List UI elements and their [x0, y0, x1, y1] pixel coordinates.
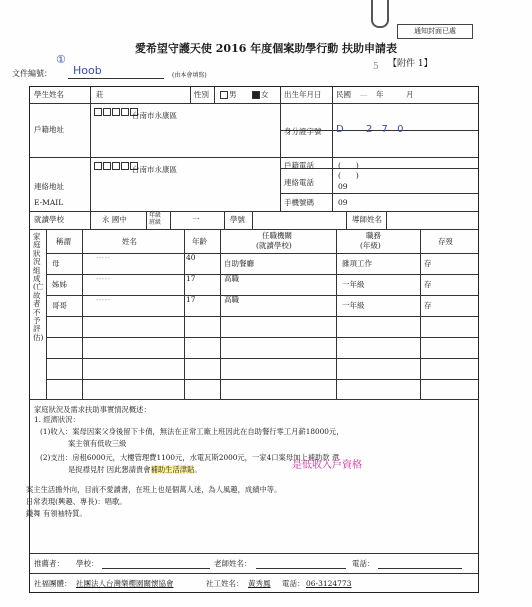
recommender-school-label: 學校：: [76, 559, 99, 568]
narrative-expense-cont: [68, 465, 202, 475]
recommender-teacher-line: [256, 568, 346, 569]
family-section-label: 家庭狀況組成(亡故者不予評估): [33, 232, 44, 342]
recommender-label: 推薦者：: [34, 559, 64, 568]
family-org: 自助餐廳: [224, 259, 254, 268]
household-phone-label: 戶籍電話: [284, 161, 314, 170]
dob-year: 年: [376, 90, 384, 99]
grade-class-value: 一: [192, 215, 200, 224]
family-org: 高職: [224, 295, 239, 304]
checkbox-female[interactable]: [252, 91, 260, 99]
col-divider: [90, 87, 91, 229]
dob-label: 出生年月日: [284, 90, 322, 99]
col-divider: [146, 211, 147, 229]
row-divider: [46, 253, 478, 254]
student-name-value: 莊: [96, 90, 104, 99]
col-divider: [82, 229, 83, 399]
narrative-personality: 案主生活擔外向，目前不愛讀書，在班上也是個萬人迷，為人風趣，成績中等。: [26, 485, 282, 494]
family-relation: 姊姊: [52, 280, 67, 289]
student-name-label: 學生姓名: [34, 90, 64, 99]
school-value: 永 國中: [102, 215, 127, 224]
student-id-label: 學號: [230, 215, 245, 224]
social-worker-phone-value: 06-3124773: [306, 579, 352, 588]
narrative-heading: 家庭狀況及需求扶助事實情況概述：: [34, 405, 151, 414]
family-age: 17: [186, 295, 196, 304]
application-form: [26, 86, 479, 593]
narrative-item-economy: 1. 經濟狀況：: [34, 415, 80, 424]
col-divider: [184, 229, 185, 399]
col-divider: [332, 87, 333, 211]
row-divider: [30, 229, 478, 230]
narrative-expense-end: 。: [194, 465, 202, 474]
row-divider: [30, 157, 478, 158]
col-divider: [220, 229, 221, 399]
social-worker-label: 社工姓名：: [206, 579, 244, 588]
row-divider: [46, 337, 478, 338]
file-number-value: Hoob: [73, 64, 102, 77]
header-job: 職務: [366, 231, 381, 240]
narrative-talent: 錢舞 有領袖特質。: [26, 509, 87, 518]
row-divider: [46, 316, 478, 317]
annex-label: 【附件 1】: [388, 59, 433, 69]
row-divider: [30, 573, 478, 574]
col-divider: [346, 211, 347, 229]
recommender-school-line: [102, 568, 210, 569]
row-divider: [30, 553, 478, 554]
col-divider: [170, 211, 171, 229]
col-divider: [190, 87, 191, 103]
family-status: 存: [424, 301, 432, 310]
gender-female-option[interactable]: [252, 90, 269, 100]
col-divider: [280, 87, 281, 211]
paper-clip: [371, 0, 389, 28]
col-divider: [46, 229, 47, 399]
row-divider: [30, 211, 478, 212]
family-age: 40: [186, 253, 196, 262]
grade-class-label: 年級 班級: [149, 212, 162, 226]
family-job: 一年級: [342, 301, 365, 310]
mobile-value: 09: [338, 198, 348, 207]
family-status: 存: [424, 280, 432, 289]
form-title: 愛希望守護天使 2016 年度個案助學行動 扶助申請表: [134, 42, 398, 55]
social-worker-value: 黃秀鳳: [248, 579, 271, 588]
mobile-label: 手機號碼: [284, 198, 314, 207]
col-divider: [386, 211, 387, 229]
narrative-expense: (2)支出：房租6000元，大樓管理費1100元，水電瓦斯2000元，一家4口案母加上補助款 還: [40, 453, 340, 462]
header-status: 存歿: [438, 237, 453, 246]
row-divider: [30, 103, 478, 104]
narrative-income: (1)收入：案母因案父身後留下卡債，無法在正常工廠上班因此在自助餐行零工月薪18000元，: [40, 427, 344, 436]
header-name: 姓名: [122, 237, 137, 246]
dob-month: 月: [406, 90, 414, 99]
col-divider: [336, 229, 337, 399]
family-job: 一年級: [342, 280, 365, 289]
family-relation: 母: [52, 259, 60, 268]
id-number-digits: 2 7 0: [366, 124, 407, 135]
mentor-name-label: 導師姓名: [352, 215, 382, 224]
row-divider: [46, 295, 478, 296]
col-divider: [420, 229, 421, 399]
family-status: 存: [424, 259, 432, 268]
row-divider: [46, 358, 478, 359]
header-org-sub: (就讀學校): [256, 241, 292, 250]
family-name-blurred: - - - - -: [96, 295, 110, 304]
row-divider: [30, 399, 478, 400]
checkbox-male[interactable]: [220, 91, 228, 99]
file-number-underline: [68, 78, 164, 79]
dob-prefix: 民國: [336, 90, 351, 99]
row-divider: [46, 379, 478, 380]
header-relation: 稱謂: [56, 237, 71, 246]
recommender-phone-label: 電話：: [352, 559, 375, 568]
header-org: 任職機關: [262, 231, 292, 240]
gender-male-option[interactable]: [220, 90, 237, 100]
row-divider: [46, 274, 478, 275]
pencil-mark: 5: [373, 62, 379, 72]
dob-blurred: —: [360, 90, 367, 99]
household-address-label: 戶籍地址: [34, 125, 64, 134]
narrative-hobbies: 日常表現(興趣、專長)：唱歌。: [26, 497, 127, 506]
social-worker-phone-label: 電話：: [282, 579, 305, 588]
file-number-note: (由本會填寫): [172, 72, 207, 79]
handwritten-circle-mark: ①: [56, 53, 66, 66]
contact-phone-parens: ( ): [338, 171, 359, 180]
received-stamp: 通知封面已處: [397, 24, 473, 39]
col-divider: [224, 211, 225, 229]
narrative-income-cont: 案主領有低收三級: [68, 439, 127, 448]
gender-male-text: 男: [229, 90, 237, 99]
row-divider: [280, 193, 478, 194]
household-phone-parens: ( ): [338, 161, 359, 170]
col-divider: [252, 211, 253, 229]
recommender-phone-line: [378, 568, 462, 569]
family-name-blurred: - - - - -: [96, 253, 110, 262]
email-label: E-MAIL: [34, 198, 64, 207]
contact-phone-label: 連絡電話: [284, 178, 314, 187]
header-job-sub: (年級): [360, 241, 381, 250]
contact-address-label: 連絡地址: [34, 182, 64, 191]
gender-female-text: 女: [261, 90, 269, 99]
contact-phone-value: 09: [338, 182, 348, 191]
recommender-teacher-label: 老師姓名：: [214, 559, 252, 568]
family-age: 17: [186, 274, 196, 283]
family-relation: 哥哥: [52, 301, 67, 310]
gender-label: 性別: [194, 90, 209, 99]
highlighted-living-allowance: 補助生活津貼: [150, 465, 195, 474]
handwritten-note: 是低收入戶資格: [292, 460, 362, 471]
id-number-label: 身分證字號: [284, 127, 322, 136]
social-group-value: 社團法人台灣樂櫻園關懷協會: [76, 579, 174, 588]
file-number-label: 文件編號：: [12, 69, 52, 78]
col-divider: [214, 87, 215, 103]
header-age: 年齡: [192, 237, 207, 246]
family-name-blurred: - - - - -: [96, 274, 110, 283]
family-org: 高職: [224, 274, 239, 283]
family-job: 雜項工作: [342, 259, 372, 268]
household-address-value: 台南市永康區: [132, 111, 177, 120]
narrative-expense-text: 是捉襟見肘 因此懇請貴會: [68, 465, 151, 474]
social-group-label: 社福團體：: [34, 579, 72, 588]
school-label: 就讀學校: [34, 215, 64, 224]
contact-address-value: 台南市永康區: [132, 165, 177, 174]
id-number-value: D: [336, 124, 344, 135]
